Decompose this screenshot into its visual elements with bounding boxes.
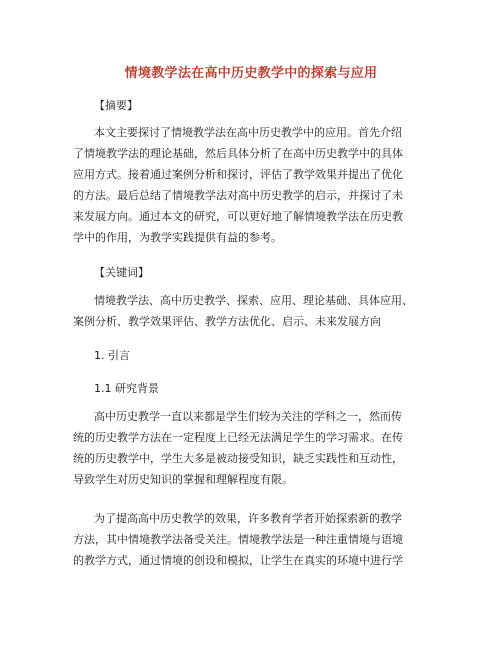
section-heading-intro: 1. 引言 <box>94 349 130 362</box>
text-line: 方法，其中情境教学法备受关注。情境教学法是一种注重情境与语境 <box>73 533 403 546</box>
text-line: 案例分析、教学效果评估、教学方法优化、启示、未来发展方向 <box>73 315 381 328</box>
text-line: 来发展方向。通过本文的研究，可以更好地了解情境教学法在历史教 <box>73 210 403 223</box>
abstract-paragraph <box>73 122 443 248</box>
document-title: 情境教学法在高中历史教学中的探索与应用 <box>124 66 378 81</box>
text-line: 情境教学法、高中历史教学、探索、应用、理论基础、具体应用、 <box>94 294 413 307</box>
section-heading-background: 1.1 研究背景 <box>94 382 159 395</box>
text-line: 高中历史教学一直以来都是学生们较为关注的学科之一，然而传 <box>94 410 402 423</box>
text-line: 应用方式。接着通过案例分析和探讨，评估了教学效果并提出了优化 <box>73 168 403 181</box>
background-paragraph-1 <box>73 406 443 490</box>
text-line: 的方法。最后总结了情境教学法对高中历史教学的启示，并探讨了未 <box>73 189 403 202</box>
keywords-heading: 【关键词】 <box>94 266 149 279</box>
text-line: 的教学方式，通过情境的创设和模拟，让学生在真实的环境中进行学 <box>73 554 403 567</box>
text-line: 学中的作用，为教学实践提供有益的参考。 <box>73 231 282 244</box>
text-line: 了情境教学法的理论基础，然后具体分析了在高中历史教学中的具体 <box>73 147 403 160</box>
abstract-heading: 【摘要】 <box>94 99 138 112</box>
text-line: 本文主要探讨了情境教学法在高中历史教学中的应用。首先介绍 <box>94 126 402 139</box>
text-line: 导致学生对历史知识的掌握和理解程度有限。 <box>73 473 293 486</box>
text-line: 统的历史教学方法在一定程度上已经无法满足学生的学习需求。在传 <box>73 431 403 444</box>
text-line: 统的历史教学中，学生大多是被动接受知识，缺乏实践性和互动性， <box>73 452 403 465</box>
text-line: 为了提高高中历史教学的效果，许多教育学者开始探索新的教学 <box>94 512 402 525</box>
keywords-paragraph <box>73 290 443 332</box>
background-paragraph-2 <box>73 508 443 571</box>
